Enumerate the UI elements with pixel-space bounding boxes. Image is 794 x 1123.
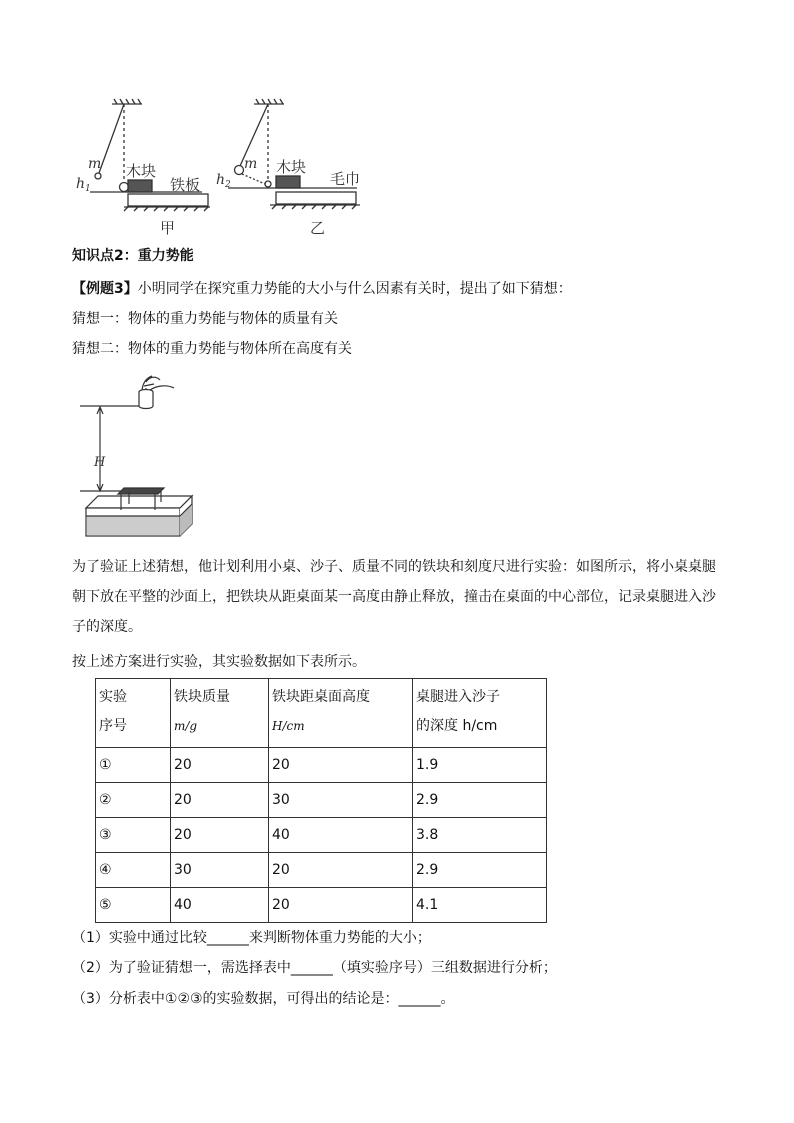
table-cell: 40 — [269, 818, 413, 853]
table-header-row — [96, 679, 547, 748]
surface-label-yi: 毛巾 — [330, 170, 361, 188]
table-cell: 20 — [171, 818, 269, 853]
question-2: （2）为了验证猜想一，需选择表中______（填实验序号）三组数据进行分析； — [72, 960, 557, 976]
surface-label-jia: 铁板 — [170, 176, 201, 194]
example-question — [72, 279, 572, 299]
hypothesis-two: 猜想二：物体的重力势能与物体所在高度有关 — [72, 341, 352, 357]
table-cell: 20 — [171, 748, 269, 783]
data-table — [95, 678, 547, 923]
pendulum-diagram-yi — [228, 99, 360, 209]
example-tag: 【例题3】 — [72, 281, 138, 297]
table-cell: 3.8 — [413, 818, 547, 853]
table-cell: 20 — [269, 888, 413, 923]
table-row — [96, 888, 547, 923]
table-cell: ③ — [96, 818, 171, 853]
table-header-cell: 铁块距桌面高度 H/cm — [269, 679, 413, 748]
table-cell: 1.9 — [413, 748, 547, 783]
table-cell: ⑤ — [96, 888, 171, 923]
question-1: （1）实验中通过比较______来判断物体重力势能的大小； — [72, 930, 431, 946]
height-label-jia: $h_1$ — [76, 176, 91, 194]
question-3: （3）分析表中①②③的实验数据，可得出的结论是：______。 — [72, 991, 455, 1007]
block-label-yi: 木块 — [276, 158, 307, 176]
table-cell: ① — [96, 748, 171, 783]
height-label-yi: $h_2$ — [216, 172, 231, 190]
section-title: 知识点2：重力势能 — [72, 248, 194, 264]
table-header-cell: 实验 序号 — [96, 679, 171, 748]
pendulum-diagram-jia — [90, 99, 210, 211]
table-intro: 按上述方案进行实验，其实验数据如下表所示。 — [72, 654, 366, 670]
table-cell: 30 — [269, 783, 413, 818]
table-row — [96, 853, 547, 888]
caption-yi: 乙 — [310, 219, 326, 237]
table-row — [96, 748, 547, 783]
table-cell: 20 — [269, 748, 413, 783]
height-label-H: H — [94, 455, 106, 470]
table-header-cell: 桌腿进入沙子 的深度 h/cm — [413, 679, 547, 748]
table-cell: 40 — [171, 888, 269, 923]
mass-label-jia: m — [88, 156, 102, 172]
table-cell: 30 — [171, 853, 269, 888]
sand-table-figure — [76, 370, 206, 542]
mass-label-yi: m — [244, 156, 258, 172]
pendulum-figure — [72, 96, 372, 238]
table-cell: ④ — [96, 853, 171, 888]
table-cell: 2.9 — [413, 853, 547, 888]
table-cell: 4.1 — [413, 888, 547, 923]
hypothesis-one: 猜想一：物体的重力势能与物体的质量有关 — [72, 311, 338, 327]
table-cell: ② — [96, 783, 171, 818]
table-row — [96, 783, 547, 818]
table-row — [96, 818, 547, 853]
example-intro: 小明同学在探究重力势能的大小与什么因素有关时，提出了如下猜想： — [137, 281, 572, 297]
table-cell: 20 — [171, 783, 269, 818]
table-cell: 2.9 — [413, 783, 547, 818]
table-cell: 20 — [269, 853, 413, 888]
table-header-cell: 铁块质量 m/g — [171, 679, 269, 748]
caption-jia: 甲 — [160, 219, 176, 237]
block-label-jia: 木块 — [126, 162, 157, 180]
method-paragraph: 为了验证上述猜想，他计划利用小桌、沙子、质量不同的铁块和刻度尺进行实验：如图所示，将小桌桌腿朝下放在平整的沙面上，把铁块从距桌面某一高度由静止释放，撞击在桌面的中心部位，记录桌腿进入沙子的深度。 — [72, 559, 716, 635]
